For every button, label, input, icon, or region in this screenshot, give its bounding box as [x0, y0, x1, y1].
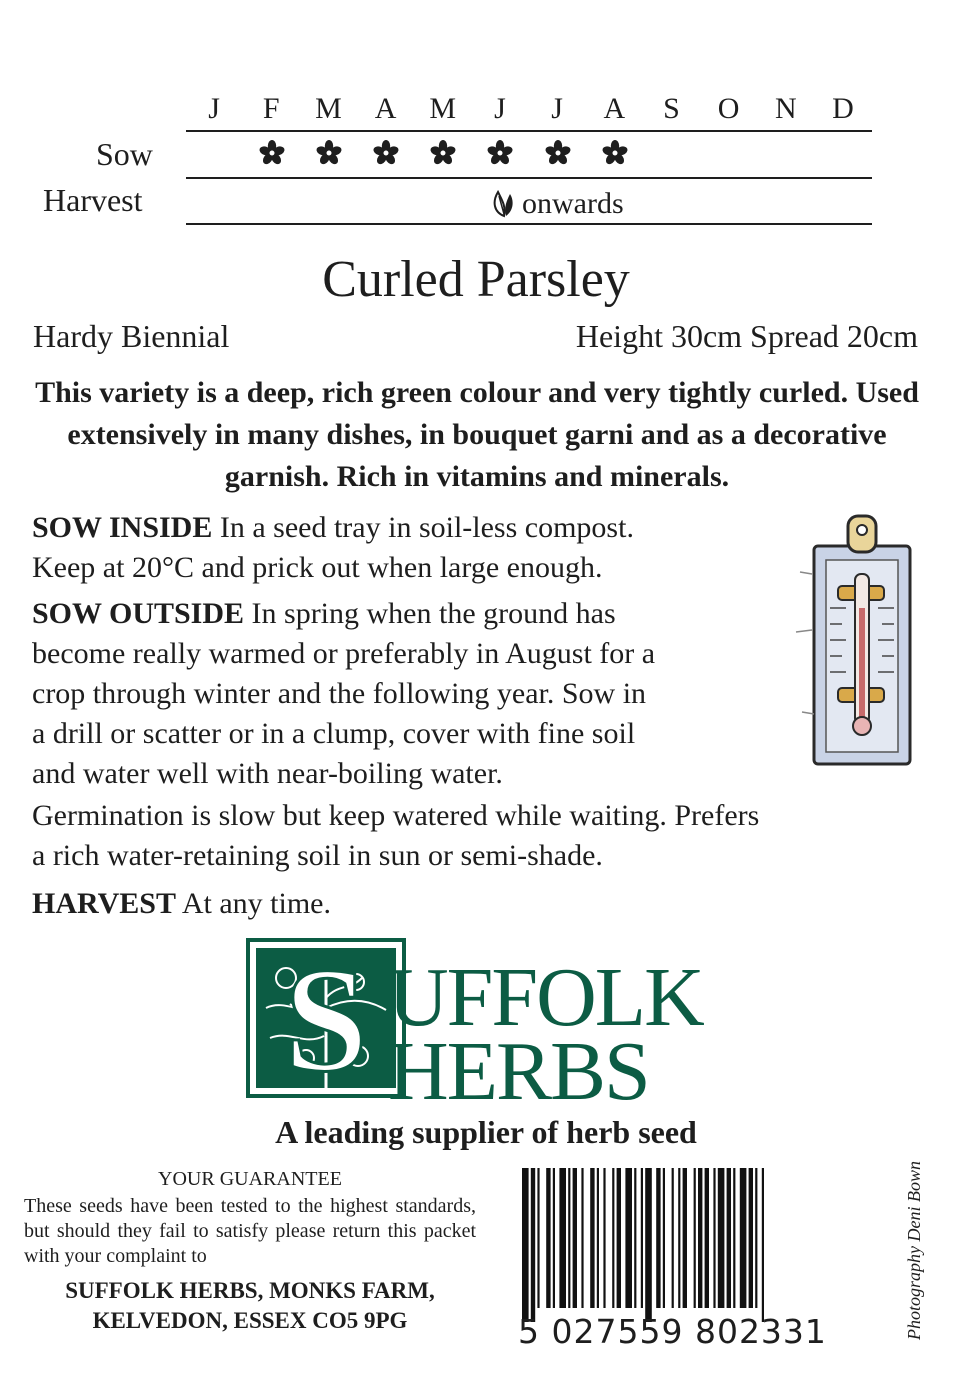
product-title: Curled Parsley: [322, 251, 630, 308]
harvest-instruction-text: At any time.: [175, 887, 331, 920]
sow-mark-icon: [257, 136, 287, 170]
sow-mark-icon: [314, 136, 344, 170]
sow-outside-text: In spring when the ground has: [244, 597, 616, 630]
sow-outside-line-7: a rich water-retaining soil in sun or semi-shade.: [32, 839, 603, 872]
barcode: [518, 1168, 838, 1322]
month-label: D: [832, 92, 855, 125]
month-label: A: [374, 92, 398, 125]
sow-mark-icon: [428, 136, 458, 170]
leaf-icon: [490, 190, 516, 218]
harvest-text: onwards: [522, 187, 624, 220]
month-label: M: [429, 92, 458, 125]
sow-outside-line-4: a drill or scatter or in a clump, cover with fine soil: [32, 717, 636, 750]
plant-type: Hardy Biennial: [33, 318, 230, 354]
sow-mark-icon: [600, 136, 630, 170]
photo-credit: Photography Deni Bown: [904, 1161, 924, 1340]
calendar-rule-bottom: [186, 223, 872, 225]
guarantee-heading: YOUR GUARANTEE: [158, 1168, 342, 1190]
thermometer-illustration: [792, 512, 932, 774]
address-line-1: SUFFOLK HERBS, MONKS FARM,: [65, 1278, 435, 1303]
month-label: J: [208, 92, 221, 125]
month-header: [186, 92, 872, 128]
sow-marks-row: [186, 136, 872, 176]
calendar-rule-middle: [186, 177, 872, 179]
month-label: N: [774, 92, 798, 125]
sow-row-label: Sow: [96, 136, 153, 172]
month-label: S: [663, 92, 681, 125]
sow-mark-icon: [485, 136, 515, 170]
variety-description: This variety is a deep, rich green colour and very tightly curled. Used extensively in many dishes, in bouquet garni and as a decorative garnish. Rich in vitamins and minerals.: [35, 376, 919, 493]
logo-initial: S: [284, 938, 368, 1098]
company-address: [24, 1276, 476, 1336]
harvest-label: HARVEST: [32, 887, 176, 920]
sow-outside-line-2: become really warmed or preferably in August for a: [32, 637, 656, 670]
sow-inside-text: In a seed tray in soil-less compost.: [212, 511, 634, 544]
tagline: A leading supplier of herb seed: [275, 1114, 697, 1150]
sow-outside-line-6: Germination is slow but keep watered while waiting. Prefers: [32, 799, 760, 832]
month-label: M: [315, 92, 343, 125]
harvest-row-label: Harvest: [43, 182, 143, 218]
month-label: F: [262, 92, 281, 125]
month-label: J: [551, 92, 564, 125]
sow-outside-line-1: [32, 594, 616, 634]
sow-outside-line-5: and water well with near-boiling water.: [32, 757, 503, 790]
address-line-2: KELVEDON, ESSEX CO5 9PG: [92, 1308, 408, 1333]
barcode-number: 5 027559 802331: [518, 1312, 827, 1351]
logo-word-herbs: HERBS: [388, 1025, 649, 1118]
sow-mark-icon: [543, 136, 573, 170]
month-label: O: [717, 92, 741, 125]
guarantee-body: These seeds have been tested to the highest standards, but should they fail to satisfy please return this packet with your complaint to: [24, 1195, 476, 1267]
harvest-instruction: [32, 884, 331, 924]
sow-outside-label: SOW OUTSIDE: [32, 597, 245, 630]
month-label: A: [603, 92, 627, 125]
calendar-rule-top: [186, 130, 872, 132]
sow-outside-line-3: crop through winter and the following year. Sow in: [32, 677, 647, 710]
sow-inside-label: SOW INSIDE: [32, 511, 213, 544]
plant-dimensions: Height 30cm Spread 20cm: [575, 318, 918, 354]
sow-mark-icon: [371, 136, 401, 170]
month-label: J: [494, 92, 507, 125]
harvest-period: [490, 186, 624, 222]
logo-word-suffolk: UFFOLK: [388, 951, 703, 1044]
sow-inside-line-1: [32, 508, 634, 548]
suffolk-herbs-logo-initial: [246, 938, 406, 1098]
sow-inside-line-2: Keep at 20°C and prick out when large enough.: [32, 551, 603, 584]
